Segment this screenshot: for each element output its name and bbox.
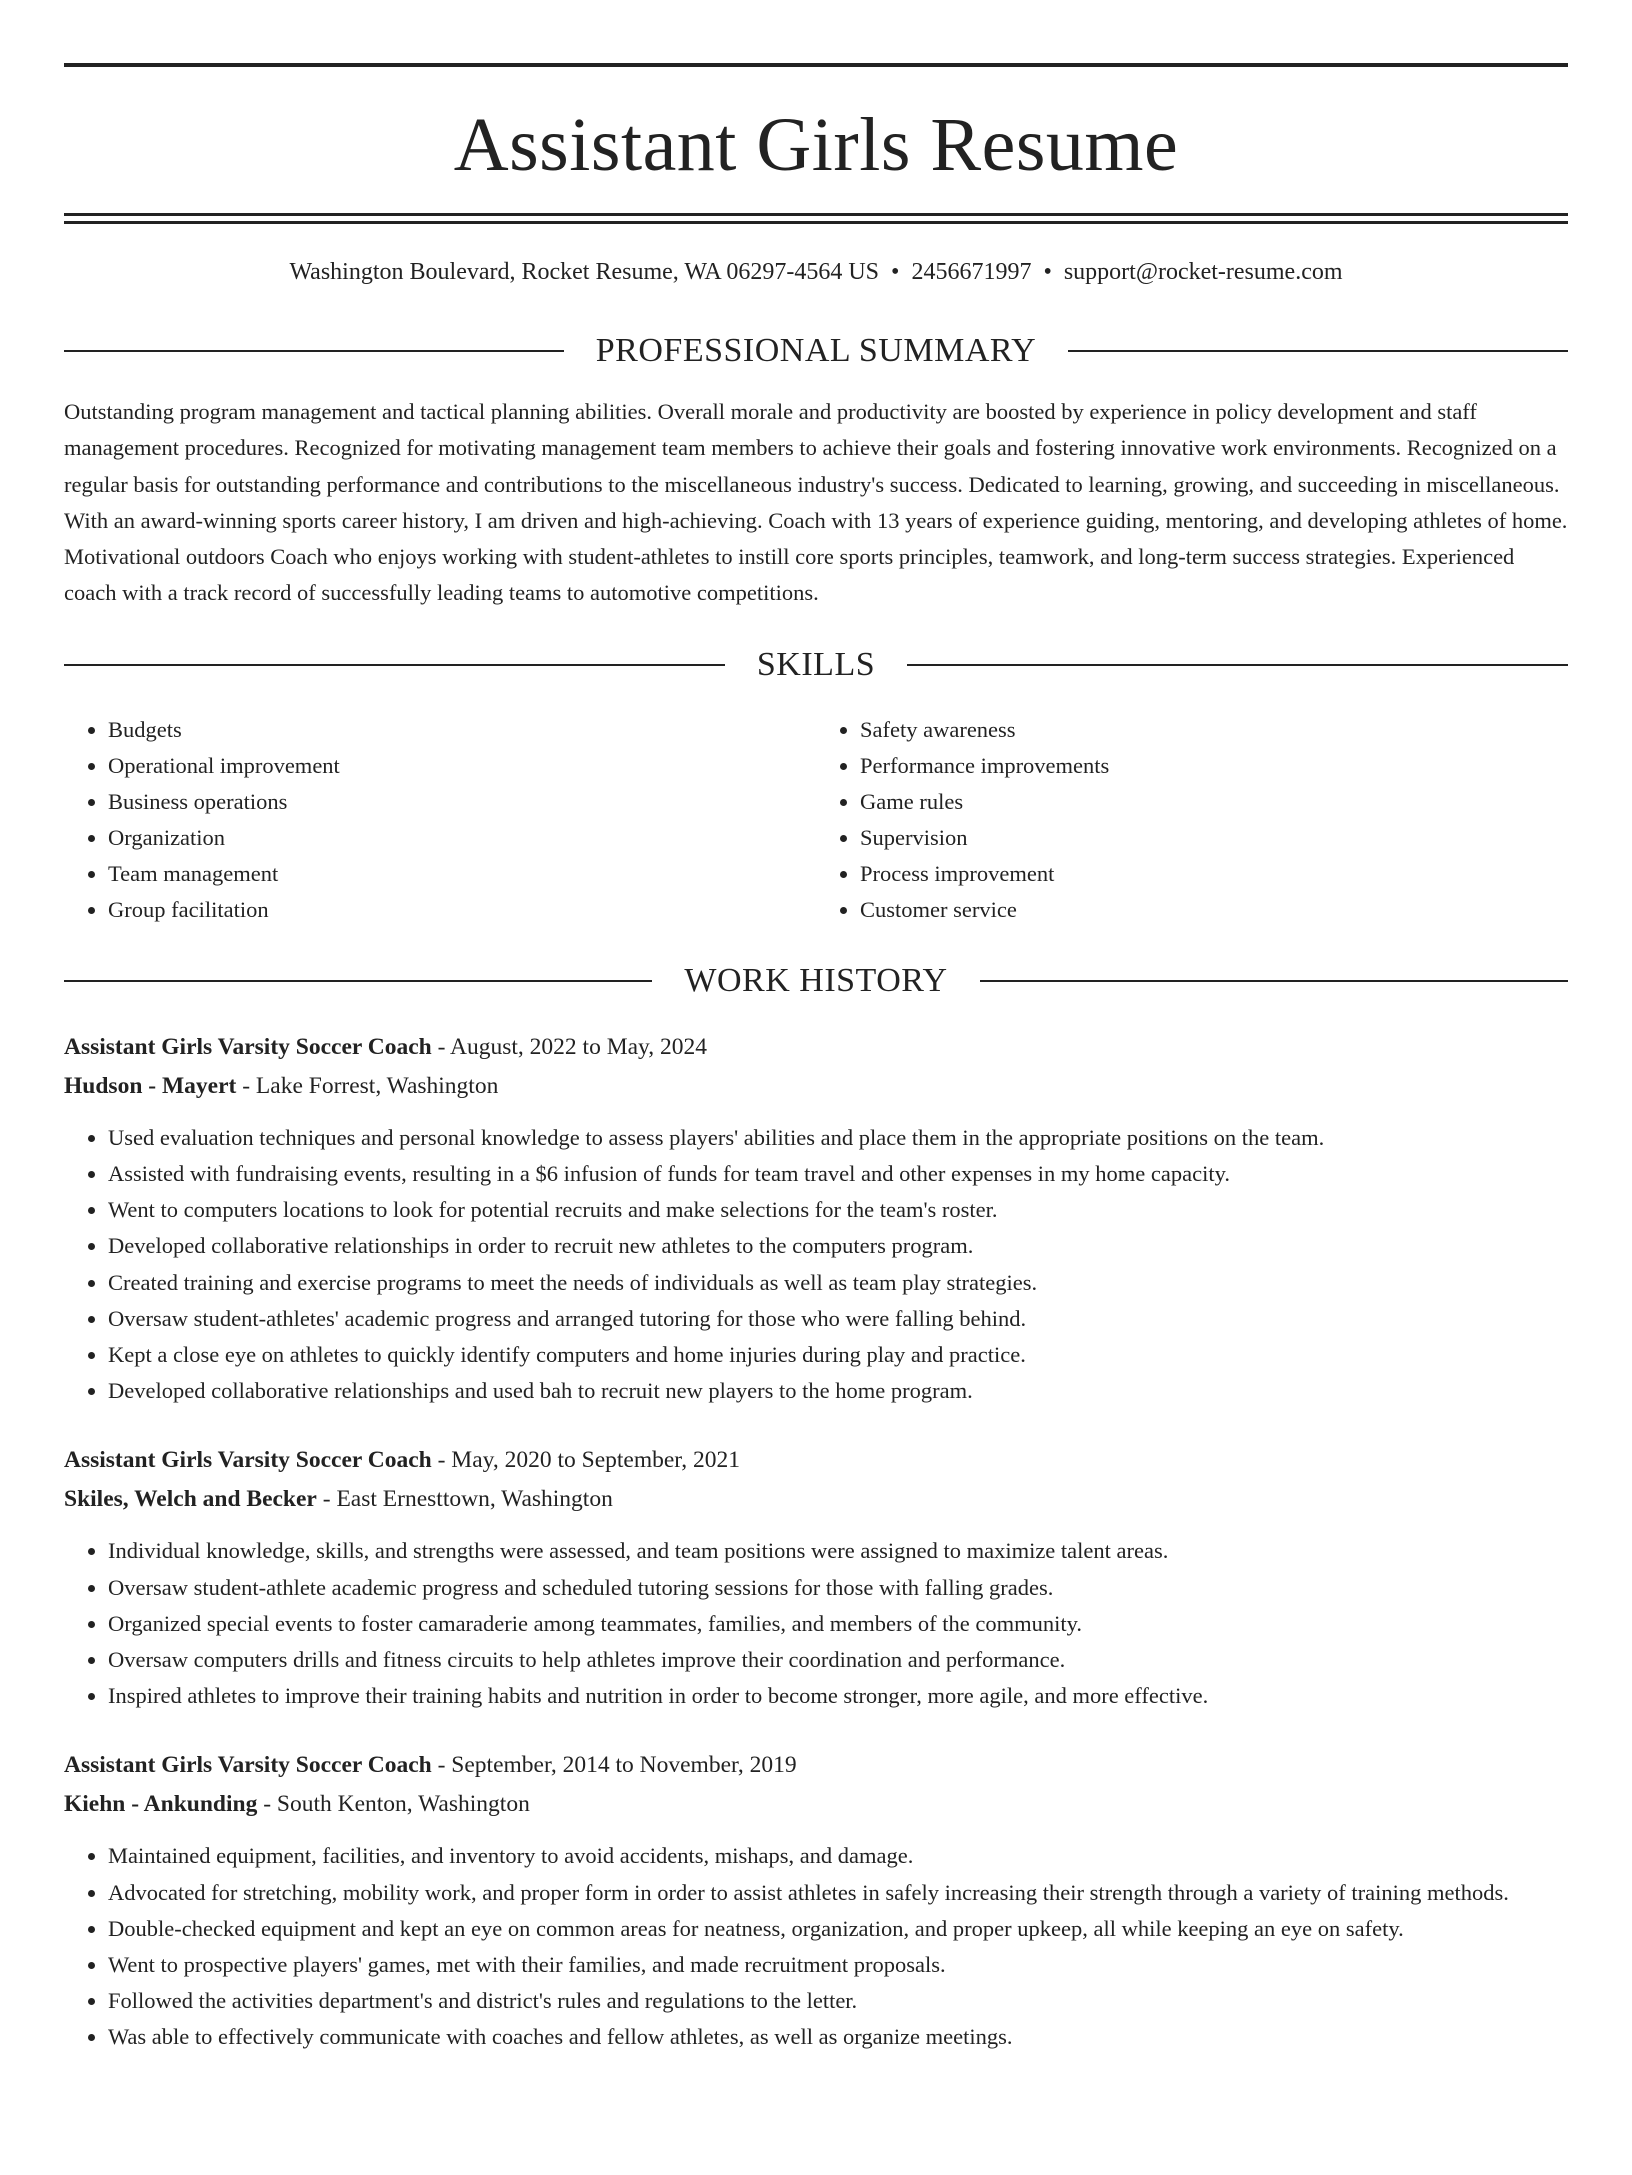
job-bullet: • Oversaw student-athlete academic progress and scheduled tutoring sessions for those with falling grades.	[108, 1570, 1568, 1606]
skill-item: • Safety awareness	[860, 712, 1568, 748]
contact-separator: •	[1043, 259, 1052, 285]
summary-text: Outstanding program management and tactical planning abilities. Overall morale and productivity are boosted by experience in policy development and staff management procedures. Recognized for motivating management team members to achieve their goals and fostering innovative work environments. Recognized on a regular basis for outstanding performance and contributions to the miscellaneous industry's success. Dedicated to learning, growing, and succeeding in miscellaneous. With an award-winning sports career history, I am driven and high-achieving. Coach with 13 years of experience guiding, mentoring, and developing athletes of home. Motivational outdoors Coach who enjoys working with student-athletes to instill core sports principles, teamwork, and long-term success strategies. Experienced coach with a track record of successfully leading teams to automotive competitions.	[64, 399, 1568, 606]
heading-rule	[907, 664, 1568, 666]
job-bullet: • Maintained equipment, facilities, and inventory to avoid accidents, mishaps, and damage.	[108, 1838, 1568, 1874]
skills-heading: SKILLS	[756, 645, 876, 683]
job-bullet: • Was able to effectively communicate with coaches and fellow athletes, as well as organize meetings.	[108, 2019, 1568, 2055]
skill-item: • Performance improvements	[860, 748, 1568, 784]
job-company: Skiles, Welch and Becker	[64, 1486, 317, 1513]
job-bullet: • Kept a close eye on athletes to quickly identify computers and home injuries during play and practice.	[108, 1337, 1568, 1373]
job-bullet: • Inspired athletes to improve their training habits and nutrition in order to become stronger, more agile, and more effective.	[108, 1678, 1568, 1714]
contact-phone: 2456671997	[911, 259, 1032, 285]
job-bullet: • Followed the activities department's and district's rules and regulations to the letter.	[108, 1983, 1568, 2019]
heading-rule	[64, 350, 564, 352]
top-rule	[64, 63, 1568, 67]
job-title-line	[64, 1028, 1568, 1067]
skill-item: • Business operations	[108, 784, 816, 820]
resume-name: Assistant Girls Resume	[453, 103, 1179, 187]
resume-page	[0, 63, 1632, 2175]
job-bullet: • Oversaw computers drills and fitness circuits to help athletes improve their coordination and performance.	[108, 1642, 1568, 1678]
job-company-line	[64, 1480, 1568, 1519]
job-bullet: • Advocated for stretching, mobility work, and proper form in order to assist athletes in safely increasing their strength through a variety of training methods.	[108, 1875, 1568, 1911]
job-title-line	[64, 1746, 1568, 1785]
job-company-line	[64, 1785, 1568, 1824]
skill-item: • Organization	[108, 820, 816, 856]
heading-rule	[1068, 350, 1568, 352]
job-company: Kiehn - Ankunding	[64, 1791, 258, 1818]
job-title: Assistant Girls Varsity Soccer Coach	[64, 1752, 432, 1779]
job-dates: - September, 2014 to November, 2019	[431, 1752, 797, 1779]
section-heading-skills	[64, 645, 1568, 683]
job-bullets	[64, 1533, 1568, 1714]
skill-item: • Game rules	[860, 784, 1568, 820]
contact-email[interactable]: support@rocket-resume.com	[1063, 259, 1343, 285]
skill-item: • Process improvement	[860, 856, 1568, 892]
job-entry	[64, 1028, 1568, 1410]
job-title: Assistant Girls Varsity Soccer Coach	[64, 1447, 432, 1474]
skills-columns	[64, 712, 1568, 928]
job-title: Assistant Girls Varsity Soccer Coach	[64, 1033, 432, 1060]
job-bullet: • Used evaluation techniques and personal knowledge to assess players' abilities and place them in the appropriate positions on the team.	[108, 1120, 1568, 1156]
job-bullets	[64, 1838, 1568, 2055]
work-heading: WORK HISTORY	[684, 961, 948, 999]
job-bullet: • Created training and exercise programs to meet the needs of individuals as well as team play strategies.	[108, 1265, 1568, 1301]
job-bullet: • Went to computers locations to look for potential recruits and make selections for the team's roster.	[108, 1192, 1568, 1228]
job-bullet: • Went to prospective players' games, met with their families, and made recruitment proposals.	[108, 1947, 1568, 1983]
job-dates: - August, 2022 to May, 2024	[431, 1033, 707, 1060]
summary-heading: PROFESSIONAL SUMMARY	[595, 332, 1037, 369]
contact-address: Washington Boulevard, Rocket Resume, WA 06297-4564 US	[289, 259, 880, 285]
job-bullet: • Oversaw student-athletes' academic progress and arranged tutoring for those who were falling behind.	[108, 1301, 1568, 1337]
job-bullet: • Assisted with fundraising events, resulting in a $6 infusion of funds for team travel and other expenses in my home capacity.	[108, 1156, 1568, 1192]
job-bullet: • Double-checked equipment and kept an eye on common areas for neatness, organization, and proper upkeep, all while keeping an eye on safety.	[108, 1911, 1568, 1947]
heading-rule	[980, 980, 1568, 982]
heading-rule	[64, 980, 652, 982]
job-company-line	[64, 1067, 1568, 1106]
contact-separator: •	[891, 259, 900, 285]
job-bullet: • Developed collaborative relationships in order to recruit new athletes to the computers program.	[108, 1228, 1568, 1264]
job-bullets	[64, 1120, 1568, 1410]
job-bullet: • Developed collaborative relationships and used bah to recruit new players to the home program.	[108, 1373, 1568, 1409]
skill-item: • Customer service	[860, 892, 1568, 928]
job-bullet: • Individual knowledge, skills, and strengths were assessed, and team positions were assigned to maximize talent areas.	[108, 1533, 1568, 1569]
skill-item: • Operational improvement	[108, 748, 816, 784]
job-dates: - May, 2020 to September, 2021	[431, 1447, 740, 1474]
job-company: Hudson - Mayert	[64, 1072, 237, 1099]
double-rule	[64, 213, 1568, 224]
contact-line	[64, 260, 1568, 284]
job-location: - South Kenton, Washington	[257, 1791, 530, 1818]
skills-list-right	[816, 712, 1568, 928]
section-heading-summary	[64, 334, 1568, 368]
job-location: - East Ernesttown, Washington	[316, 1486, 613, 1513]
skill-item: • Group facilitation	[108, 892, 816, 928]
job-title-line	[64, 1441, 1568, 1480]
skill-item: • Budgets	[108, 712, 816, 748]
job-entry	[64, 1746, 1568, 2055]
job-bullet: • Organized special events to foster camaraderie among teammates, families, and members of the community.	[108, 1606, 1568, 1642]
job-entry	[64, 1441, 1568, 1714]
skill-item: • Team management	[108, 856, 816, 892]
job-location: - Lake Forrest, Washington	[236, 1072, 499, 1099]
skills-list-left	[64, 712, 816, 928]
skill-item: • Supervision	[860, 820, 1568, 856]
heading-rule	[64, 664, 725, 666]
section-heading-work	[64, 961, 1568, 999]
